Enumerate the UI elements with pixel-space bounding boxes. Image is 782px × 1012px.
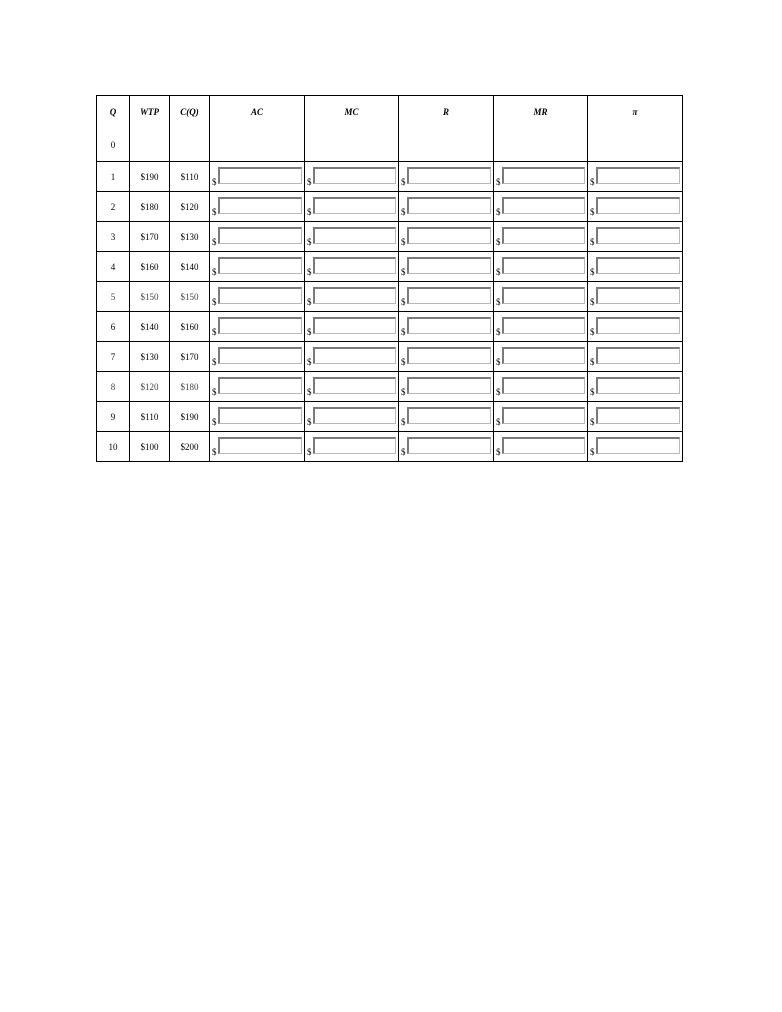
ac-cell [210, 252, 305, 282]
cq-cell: $180 [170, 372, 210, 402]
table-row [97, 162, 683, 192]
dollar-sign: $ [496, 297, 501, 307]
mr-cell [494, 252, 588, 282]
pi-cell [588, 342, 683, 372]
dollar-sign: $ [401, 387, 406, 397]
ac-cell [210, 282, 305, 312]
table-row [97, 282, 683, 312]
dollar-sign: $ [401, 207, 406, 217]
r-input[interactable] [407, 197, 491, 214]
wtp-cell: $120 [130, 372, 170, 402]
ac-input[interactable] [218, 167, 302, 184]
mc-cell [305, 162, 399, 192]
mr-input[interactable] [502, 437, 585, 454]
mc-cell [305, 282, 399, 312]
dollar-sign: $ [590, 297, 595, 307]
table-row [97, 342, 683, 372]
pi-cell [588, 162, 683, 192]
dollar-sign: $ [307, 267, 312, 277]
q-cell: 2 [97, 192, 130, 222]
pi-header: π [588, 96, 683, 162]
q-header-label: Q [109, 107, 117, 117]
dollar-sign: $ [590, 267, 595, 277]
mr-cell [494, 402, 588, 432]
r-input[interactable] [407, 407, 491, 424]
ac-cell [210, 432, 305, 462]
pi-cell [588, 192, 683, 222]
wtp-header: WTP [130, 96, 170, 162]
q-cell: 10 [97, 432, 130, 462]
mr-cell [494, 282, 588, 312]
cq-cell: $190 [170, 402, 210, 432]
table-row [97, 432, 683, 462]
dollar-sign: $ [212, 447, 217, 457]
mc-input[interactable] [313, 287, 396, 304]
pi-cell [588, 402, 683, 432]
dollar-sign: $ [401, 357, 406, 367]
r-input[interactable] [407, 317, 491, 334]
mc-cell [305, 402, 399, 432]
ac-cell [210, 312, 305, 342]
ac-cell [210, 372, 305, 402]
mc-cell [305, 372, 399, 402]
table-row [97, 252, 683, 282]
table-row [97, 312, 683, 342]
mc-input[interactable] [313, 377, 396, 394]
pi-input[interactable] [596, 167, 680, 184]
table-body [97, 162, 683, 462]
ac-input[interactable] [218, 197, 302, 214]
wtp-cell: $190 [130, 162, 170, 192]
pi-cell [588, 282, 683, 312]
dollar-sign: $ [212, 297, 217, 307]
cq-cell: $150 [170, 282, 210, 312]
ac-cell [210, 342, 305, 372]
q-cell: 5 [97, 282, 130, 312]
dollar-sign: $ [401, 297, 406, 307]
ac-input[interactable] [218, 257, 302, 274]
dollar-sign: $ [307, 297, 312, 307]
mc-cell [305, 222, 399, 252]
cq-cell: $140 [170, 252, 210, 282]
dollar-sign: $ [496, 237, 501, 247]
pi-cell [588, 252, 683, 282]
mr-input[interactable] [502, 197, 585, 214]
mr-input[interactable] [502, 377, 585, 394]
pi-input[interactable] [596, 287, 680, 304]
q-cell: 3 [97, 222, 130, 252]
dollar-sign: $ [496, 207, 501, 217]
ac-input[interactable] [218, 377, 302, 394]
dollar-sign: $ [590, 177, 595, 187]
dollar-sign: $ [212, 177, 217, 187]
q-header [97, 96, 130, 162]
q-zero-value: 0 [110, 140, 116, 150]
dollar-sign: $ [307, 387, 312, 397]
mc-cell [305, 432, 399, 462]
cq-cell: $200 [170, 432, 210, 462]
ac-input[interactable] [218, 287, 302, 304]
r-input[interactable] [407, 377, 491, 394]
r-input[interactable] [407, 437, 491, 454]
r-cell [399, 222, 494, 252]
wtp-cell: $180 [130, 192, 170, 222]
q-cell: 7 [97, 342, 130, 372]
r-input[interactable] [407, 227, 491, 244]
economics-table [96, 95, 683, 462]
dollar-sign: $ [401, 417, 406, 427]
ac-cell [210, 192, 305, 222]
pi-input[interactable] [596, 227, 680, 244]
pi-cell [588, 222, 683, 252]
dollar-sign: $ [590, 447, 595, 457]
mr-cell [494, 432, 588, 462]
dollar-sign: $ [590, 207, 595, 217]
ac-input[interactable] [218, 227, 302, 244]
pi-input[interactable] [596, 377, 680, 394]
dollar-sign: $ [590, 357, 595, 367]
dollar-sign: $ [212, 207, 217, 217]
r-input[interactable] [407, 167, 491, 184]
pi-cell [588, 432, 683, 462]
dollar-sign: $ [590, 327, 595, 337]
table-row [97, 222, 683, 252]
dollar-sign: $ [212, 327, 217, 337]
header-row [97, 96, 683, 162]
dollar-sign: $ [212, 237, 217, 247]
dollar-sign: $ [401, 237, 406, 247]
ac-cell [210, 402, 305, 432]
r-header: R [399, 96, 494, 162]
dollar-sign: $ [401, 327, 406, 337]
pi-input[interactable] [596, 197, 680, 214]
ac-input[interactable] [218, 317, 302, 334]
dollar-sign: $ [307, 447, 312, 457]
dollar-sign: $ [307, 207, 312, 217]
pi-input[interactable] [596, 437, 680, 454]
dollar-sign: $ [496, 387, 501, 397]
r-input[interactable] [407, 257, 491, 274]
mc-input[interactable] [313, 257, 396, 274]
dollar-sign: $ [401, 177, 406, 187]
mr-input[interactable] [502, 317, 585, 334]
mc-input[interactable] [313, 167, 396, 184]
mc-cell [305, 192, 399, 222]
mc-input[interactable] [313, 437, 396, 454]
dollar-sign: $ [401, 447, 406, 457]
mr-header: MR [494, 96, 588, 162]
ac-input[interactable] [218, 407, 302, 424]
mr-input[interactable] [502, 287, 585, 304]
mc-cell [305, 312, 399, 342]
table-row [97, 372, 683, 402]
r-cell [399, 282, 494, 312]
ac-header: AC [210, 96, 305, 162]
mc-header: MC [305, 96, 399, 162]
r-cell [399, 252, 494, 282]
mr-input[interactable] [502, 257, 585, 274]
r-cell [399, 162, 494, 192]
r-cell [399, 372, 494, 402]
r-cell [399, 432, 494, 462]
mc-cell [305, 252, 399, 282]
ac-cell [210, 222, 305, 252]
dollar-sign: $ [307, 357, 312, 367]
dollar-sign: $ [212, 267, 217, 277]
q-cell: 4 [97, 252, 130, 282]
wtp-cell: $140 [130, 312, 170, 342]
mc-cell [305, 342, 399, 372]
dollar-sign: $ [212, 417, 217, 427]
dollar-sign: $ [307, 237, 312, 247]
dollar-sign: $ [307, 417, 312, 427]
q-cell: 6 [97, 312, 130, 342]
pi-cell [588, 372, 683, 402]
wtp-cell: $100 [130, 432, 170, 462]
ac-cell [210, 162, 305, 192]
mc-input[interactable] [313, 227, 396, 244]
pi-cell [588, 312, 683, 342]
dollar-sign: $ [496, 357, 501, 367]
r-cell [399, 312, 494, 342]
ac-input[interactable] [218, 347, 302, 364]
dollar-sign: $ [212, 387, 217, 397]
r-input[interactable] [407, 347, 491, 364]
dollar-sign: $ [212, 357, 217, 367]
mc-input[interactable] [313, 347, 396, 364]
cq-cell: $130 [170, 222, 210, 252]
dollar-sign: $ [401, 267, 406, 277]
q-cell: 1 [97, 162, 130, 192]
wtp-cell: $150 [130, 282, 170, 312]
dollar-sign: $ [496, 327, 501, 337]
mc-input[interactable] [313, 197, 396, 214]
dollar-sign: $ [590, 417, 595, 427]
mr-cell [494, 342, 588, 372]
dollar-sign: $ [590, 237, 595, 247]
dollar-sign: $ [590, 387, 595, 397]
pi-input[interactable] [596, 407, 680, 424]
table-row [97, 192, 683, 222]
mc-input[interactable] [313, 317, 396, 334]
mr-input[interactable] [502, 227, 585, 244]
dollar-sign: $ [496, 177, 501, 187]
mr-input[interactable] [502, 167, 585, 184]
cq-cell: $170 [170, 342, 210, 372]
wtp-cell: $130 [130, 342, 170, 372]
pi-input[interactable] [596, 317, 680, 334]
mr-cell [494, 162, 588, 192]
mr-cell [494, 222, 588, 252]
r-input[interactable] [407, 287, 491, 304]
mc-input[interactable] [313, 407, 396, 424]
dollar-sign: $ [307, 177, 312, 187]
mr-cell [494, 192, 588, 222]
q-cell: 8 [97, 372, 130, 402]
pi-input[interactable] [596, 347, 680, 364]
cq-cell: $160 [170, 312, 210, 342]
cq-header: C(Q) [170, 96, 210, 162]
pi-input[interactable] [596, 257, 680, 274]
dollar-sign: $ [496, 267, 501, 277]
mr-cell [494, 312, 588, 342]
ac-input[interactable] [218, 437, 302, 454]
r-cell [399, 192, 494, 222]
table-row [97, 402, 683, 432]
mr-input[interactable] [502, 407, 585, 424]
mr-cell [494, 372, 588, 402]
dollar-sign: $ [496, 417, 501, 427]
cq-cell: $120 [170, 192, 210, 222]
dollar-sign: $ [307, 327, 312, 337]
dollar-sign: $ [496, 447, 501, 457]
wtp-cell: $170 [130, 222, 170, 252]
r-cell [399, 342, 494, 372]
wtp-cell: $110 [130, 402, 170, 432]
cq-cell: $110 [170, 162, 210, 192]
r-cell [399, 402, 494, 432]
mr-input[interactable] [502, 347, 585, 364]
q-cell: 9 [97, 402, 130, 432]
wtp-cell: $160 [130, 252, 170, 282]
